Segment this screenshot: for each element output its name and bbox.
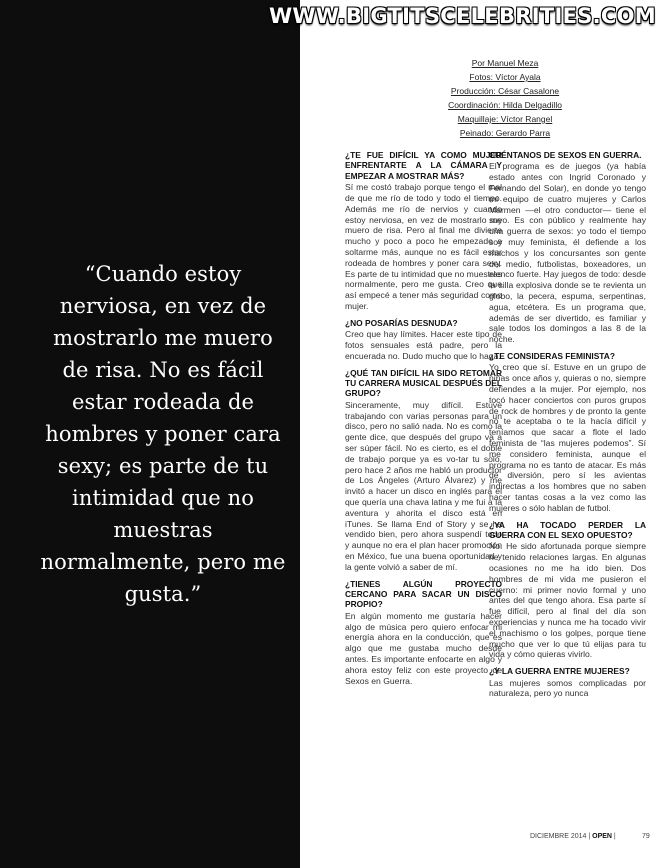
answer: No. He sido afortunada porque siempre he tenido relaciones largas. En algunas ocasiones no me ha ido bien. Dos hombres de mi vida me pusieron el cuerno: mi primer novio formal y uno antes del que tengo ahora. Esa parte sí fue difícil, pero al final del día son experiencias y nunca me ha tocado vivir el machismo o los golpes, porque tiene mucho que ver lo que tú elijas para tu vida y cómo quieras vivirlo.	[489, 541, 646, 660]
credit-production: Producción: César Casalone	[450, 86, 560, 96]
credit-hair: Peinado: Gerardo Parra	[459, 128, 551, 138]
credit-makeup: Maquillaje: Víctor Rangel	[457, 114, 553, 124]
answer: Creo que hay límites. Hacer este tipo de fotos sensuales está padre, pero la encuerada no. Dudo mucho que lo haga.	[345, 329, 502, 361]
credits-block	[430, 56, 580, 140]
page-footer: DICIEMBRE 2014 | OPEN |	[530, 833, 616, 840]
credit-photos: Fotos: Víctor Ayala	[469, 72, 541, 82]
answer: Sí me costó trabajo porque tengo el mal de que me río de todo y todo el tiempo. Además me río de nervios y cuando estoy nerviosa, en vez de mostrarlo me muero de risa. Pero al final me divierte mucho y poco a poco he empezado a soltarme más, aunque no es fácil estar rodeada de hombres y poner cara sexy. Es parte de tu intimidad que no muestras normalmente, pero me gusta. Creo que así empecé a tener más seguridad como mujer.	[345, 182, 502, 311]
footer-magazine: OPEN	[592, 833, 612, 840]
black-quote-panel	[0, 0, 300, 868]
question: ¿Y LA GUERRA ENTRE MUJERES?	[489, 666, 630, 677]
question: ¿YA HA TOCADO PERDER LA GUERRA CON EL SEXO OPUESTO?	[489, 519, 646, 540]
page-number: 79	[642, 833, 650, 840]
credit-author: Por Manuel Meza	[471, 58, 539, 68]
answer: Yo creo que sí. Estuve en un grupo de niñas once años y, quieras o no, siempre defiendes a la mujer. Por ejemplo, nos tocó hacer conciertos con puros grupos de rock de hombres y de pronto la gente no te aceptaba o te la hacía difícil y teníamos que sacar a flote el lado feminista de “las mujeres podemos”. Sí me considero feminista, aunque el programa no es tanto de atacar. Es más de diversión, pero sí les avientas indirectas a los hombres que no saben hacer tantas cosas a la vez como las mujeres o sólo hablan de futbol.	[489, 362, 646, 513]
question: CUÉNTANOS DE SEXOS EN GUERRA.	[489, 150, 642, 160]
answer: En algún momento me gustaría hacer algo de música pero quiero enfocar mi energía ahora en la conducción, que es algo que me gustaba mucho desde antes. Es importante enfocarte en algo y ahora estoy feliz con este proyecto de Sexos en Guerra.	[345, 610, 502, 686]
answer: El programa es de juegos (ya había estado antes con Ingrid Coronado y Fernando del Solar), en donde yo tengo mi equipo de cuatro mujeres y Carlos Marmen —el otro conductor— tiene el suyo. Es con público y realmente hay una guerra de sexos: yo todo el tiempo soy muy feminista, él defiende a los machos y los concursantes son gente del medio, futbolistas, boxeadores, un elenco fuerte. Hay juegos de todo: desde la silla explosiva donde se te revienta un globo, la pecera, espuma, serpentinas, agua, etcétera. Es un programa que, además de ser divertido, es familiar y sale todos los domingos a las 8 de la noche.	[489, 161, 646, 345]
interview-column-left	[345, 150, 502, 692]
answer: Sinceramente, muy difícil. Estuve trabajando con varias personas para un disco, pero no salió nada. No es como la gente dice, que después del grupo va a ser súper fácil. No es cierto, es el doble de trabajo porque ya es vo-tar tu solo, pero hace 2 años me habló un productor de Los Ángeles (Arturo Álvarez) y me invitó a hacer un disco en inglés para el que quería una chava latina y me fui a la aventura y ahorita el disco está en iTunes. Se llama End of Story y se ha vendido bien, pero ahora suspendí todo y aunque no era el plan hacer promoción en México, fue una buena oportunidad y la gente volvió a saber de mí.	[345, 399, 502, 572]
answer: Las mujeres somos complicadas por naturaleza, pero yo nunca	[489, 677, 646, 699]
credit-coordination: Coordinación: Hilda Delgadillo	[448, 100, 562, 110]
question: ¿NO POSARÍAS DESNUDA?	[345, 317, 458, 328]
footer-date: DICIEMBRE 2014	[530, 833, 587, 840]
watermark: WWW.BIGTITSCELEBRITIES.COM	[268, 4, 656, 28]
question: ¿TE FUE DIFÍCIL YA COMO MUJER ENFRENTARTE A LA CÁMARA Y EMPEZAR A MOSTRAR MÁS?	[345, 150, 502, 181]
question: ¿QUÉ TAN DIFÍCIL HA SIDO RETOMAR TU CARRERA MUSICAL DESPUÉS DEL GRUPO?	[345, 367, 502, 399]
pull-quote: “Cuando estoy nerviosa, en vez de mostrarlo me muero de risa. No es fácil estar rodeada de hombres y poner cara sexy; es parte de tu intimidad que no muestras normalmente, pero me gusta.”	[40, 262, 286, 606]
question: ¿TIENES ALGÚN PROYECTO CERCANO PARA SACAR UN DISCO PROPIO?	[345, 578, 502, 610]
question: ¿TE CONSIDERAS FEMINISTA?	[489, 350, 615, 361]
interview-column-right	[489, 150, 646, 705]
